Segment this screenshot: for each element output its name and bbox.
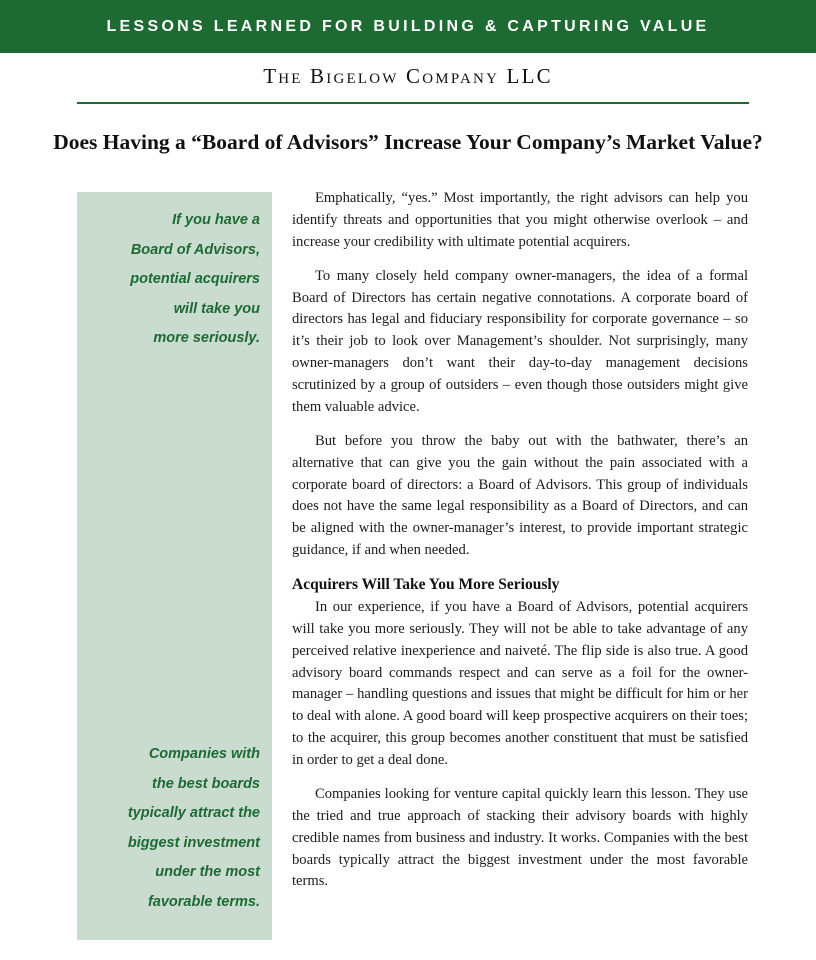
banner-title: LESSONS LEARNED FOR BUILDING & CAPTURING VALUE: [106, 17, 710, 35]
article-headline: Does Having a “Board of Advisors” Increase Your Company’s Market Value?: [53, 130, 763, 154]
pull-quote-line: If you have a: [172, 212, 260, 228]
body-paragraph: Emphatically, “yes.” Most importantly, the right advisors can help you identify threats and opportunities that you might otherwise overlook – and increase your credibility with ultimate potential acquirers.: [292, 190, 748, 250]
pull-quote-2: [80, 740, 260, 917]
top-banner: [0, 0, 816, 53]
body-paragraph: Companies looking for venture capital quickly learn this lesson. They use the tried and true approach of stacking their advisory boards with highly credible names from business and industry. It works. Companies with the best boards typically attract the biggest investment under the most favorable terms.: [292, 786, 748, 890]
pull-quote-line: more seriously.: [153, 330, 260, 346]
pull-quote-line: under the most: [155, 864, 260, 880]
section-subheading: Acquirers Will Take You More Seriously: [292, 576, 560, 594]
pull-quote-sidebar: [77, 192, 272, 940]
body-paragraph: But before you throw the baby out with the bathwater, there’s an alternative that can give you the gain without the pain associated with a corporate board of directors: a Board of Advisors. This group of individuals does not have the same legal responsibility as a Board of Directors, and can be aligned with the owner-manager’s interest, to provide important strategic guidance, if and when needed.: [292, 432, 748, 558]
article-body: [292, 188, 748, 906]
header-divider: [77, 102, 749, 104]
pull-quote-line: typically attract the: [127, 805, 260, 821]
pull-quote-line: potential acquirers: [130, 271, 260, 287]
body-paragraph: To many closely held company owner-managers, the idea of a formal Board of Directors has certain negative connotations. A corporate board of directors has legal and fiduciary responsibility for corporate governance – so it’s their job to look over Management’s shoulder. Not surprisingly, many owner-managers don’t want their day-to-day management decisions scrutinized by a group of outsiders – even though those outsiders might give them valuable advice.: [292, 267, 748, 415]
pull-quote-line: biggest investment: [127, 834, 260, 851]
body-paragraph: In our experience, if you have a Board of Advisors, potential acquirers will take you more seriously. They will not be able to take advantage of any perceived relative inexperience and naiveté. The flip side is also true. A good advisory board commands respect and can serve as a foil for the owner-manager – handling questions and issues that might be difficult for him or her to deal with alone. A good board will keep prospective acquirers on their toes; to the acquirer, this group becomes another constituent that must be satisfied in order to get a deal done.: [292, 599, 748, 768]
company-name: The Bigelow Company LLC: [263, 64, 553, 88]
pull-quote-line: will take you: [173, 300, 260, 317]
pull-quote-line: Board of Advisors,: [130, 241, 260, 258]
pull-quote-line: favorable terms.: [147, 893, 260, 910]
pull-quote-line: the best boards: [152, 775, 260, 792]
pull-quote-1: [80, 206, 260, 354]
pull-quote-line: Companies with: [148, 746, 260, 762]
